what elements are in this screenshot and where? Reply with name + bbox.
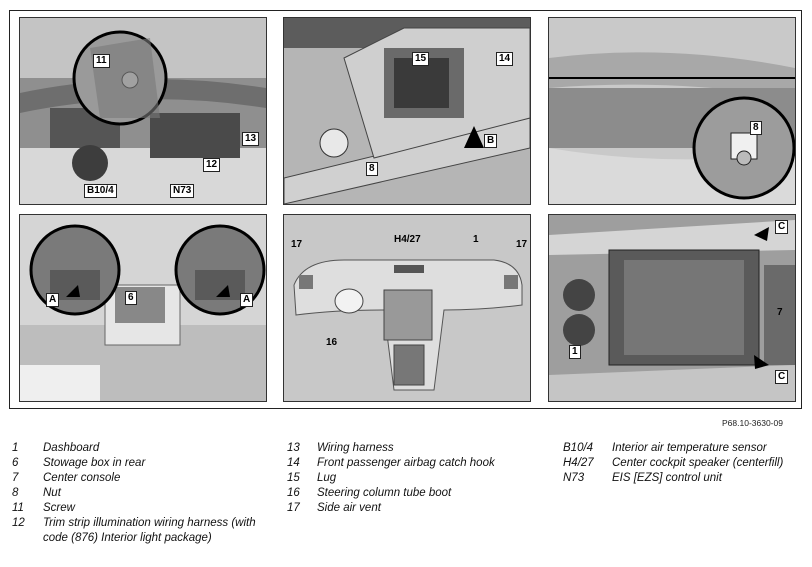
airbag-hook-illustration: [284, 18, 530, 204]
figure-id: P68.10-3630-09: [722, 418, 783, 428]
legend-number: N73: [563, 472, 585, 484]
legend-number: 17: [287, 502, 300, 514]
callout-12: 12: [203, 158, 220, 172]
legend-item: [563, 471, 783, 486]
callout-n73: N73: [170, 184, 194, 198]
callout-b: B: [484, 134, 497, 148]
legend-text: Front passenger airbag catch hook: [317, 457, 495, 469]
legend-number: 8: [12, 487, 19, 499]
legend-item: [12, 486, 273, 501]
legend-number: 15: [287, 472, 300, 484]
callout-11: 11: [93, 54, 110, 68]
legend-number: 1: [12, 442, 19, 454]
callout-17-right: 17: [516, 239, 528, 250]
legend-item: [287, 501, 495, 516]
legend-number: 12: [12, 517, 25, 529]
legend-text: Nut: [43, 487, 61, 499]
legend-number: 13: [287, 442, 300, 454]
legend-item: [563, 441, 783, 456]
callout-c-top: C: [775, 220, 788, 234]
panel-airbag-hook: [283, 17, 531, 205]
legend-item: [12, 501, 273, 516]
callout-h4-27: H4/27: [394, 234, 421, 245]
legend-text: Wiring harness: [317, 442, 394, 454]
callout-1-dashboard: 1: [473, 234, 479, 245]
callout-15: 15: [412, 52, 429, 66]
panel-center-console: [548, 214, 796, 402]
legend-text: Stowage box in rear: [43, 457, 146, 469]
legend-text: EIS [EZS] control unit: [612, 472, 722, 484]
legend-item: [12, 441, 273, 456]
legend-number: 16: [287, 487, 300, 499]
legend-item: [287, 441, 495, 456]
stowage-box-illustration: [20, 215, 266, 401]
callout-c-bottom: C: [775, 370, 788, 384]
legend-number: B10/4: [563, 442, 594, 454]
legend-item: [12, 456, 273, 471]
legend-text: Screw: [43, 502, 75, 514]
callout-8-nut: 8: [750, 121, 762, 135]
legend-text: Interior air temperature sensor: [612, 442, 767, 454]
legend-item: [287, 486, 495, 501]
dashboard-nut-illustration: [549, 18, 795, 204]
dashboard-illustration: [20, 18, 266, 204]
legend-text: Center cockpit speaker (centerfill): [612, 457, 784, 469]
callout-14: 14: [496, 52, 513, 66]
legend-column-3: [563, 441, 783, 486]
center-console-illustration: [549, 215, 795, 401]
legend-item: [12, 471, 273, 486]
illustration-frame: [9, 10, 802, 409]
callout-13: 13: [242, 132, 259, 146]
callout-16: 16: [326, 337, 338, 348]
legend-item: [12, 516, 273, 546]
legend-column-1: [12, 441, 273, 546]
callout-8: 8: [366, 162, 378, 176]
legend-item: [287, 471, 495, 486]
callout-a-right: A: [240, 293, 253, 307]
panel-stowage-box: [19, 214, 267, 402]
callout-7: 7: [777, 307, 783, 318]
legend-number: 7: [12, 472, 19, 484]
callout-6: 6: [125, 291, 137, 305]
panel-dashboard-nut: [548, 17, 796, 205]
callout-a-left: A: [46, 293, 59, 307]
panel-dashboard-screw: [19, 17, 267, 205]
legend-text: Dashboard: [43, 442, 100, 454]
callout-17-left: 17: [291, 239, 303, 250]
legend-column-2: [287, 441, 495, 516]
callout-1-console: 1: [569, 345, 581, 359]
legend-text: Trim strip illumination wiring harness (with code (876) Interior light package): [43, 517, 256, 544]
callout-b10-4: B10/4: [84, 184, 117, 198]
legend-number: 14: [287, 457, 300, 469]
legend-text: Lug: [317, 472, 337, 484]
legend-number: H4/27: [563, 457, 594, 469]
legend-text: Steering column tube boot: [317, 487, 452, 499]
legend-text: Center console: [43, 472, 121, 484]
legend-item: [287, 456, 495, 471]
legend-number: 6: [12, 457, 19, 469]
legend-number: 11: [12, 502, 24, 514]
legend-text: Side air vent: [317, 502, 381, 514]
panel-dashboard-overview: [283, 214, 531, 402]
legend-item: [563, 456, 783, 471]
